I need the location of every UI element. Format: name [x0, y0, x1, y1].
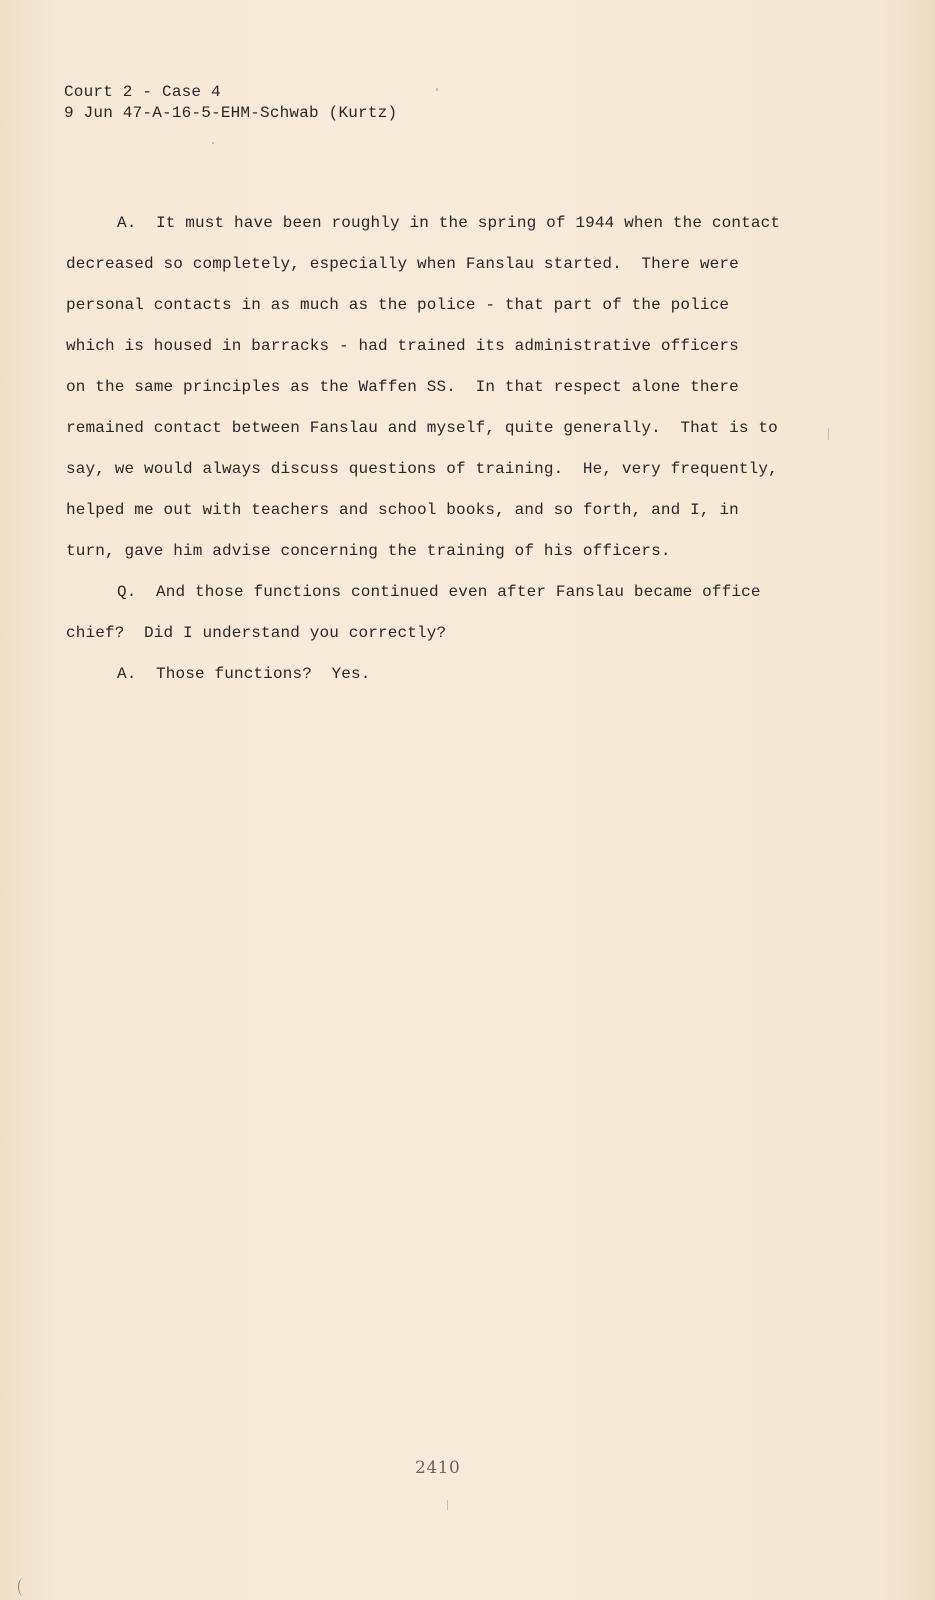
page-number: 2410 — [415, 1458, 461, 1478]
transcript-body — [66, 203, 856, 695]
transcript-line: turn, gave him advise concerning the training of his officers. — [66, 542, 671, 560]
transcript-line: A. Those functions? Yes. — [117, 665, 371, 683]
transcript-line: decreased so completely, especially when Fanslau started. There were — [66, 255, 739, 273]
paper-speck — [828, 428, 829, 440]
case-header — [64, 82, 397, 124]
transcript-line: chief? Did I understand you correctly? — [66, 624, 447, 642]
transcript-line: helped me out with teachers and school books, and so forth, and I, in — [66, 501, 739, 519]
transcript-line: Q. And those functions continued even after Fanslau became office — [117, 583, 761, 601]
transcript-line: which is housed in barracks - had trained its administrative officers — [66, 337, 739, 355]
paper-speck — [447, 1500, 448, 1510]
session-reference-line: 9 Jun 47-A-16-5-EHM-Schwab (Kurtz) — [64, 104, 398, 122]
transcript-line: say, we would always discuss questions of training. He, very frequently, — [66, 460, 778, 478]
court-case-line: Court 2 - Case 4 — [64, 83, 221, 101]
transcript-line: on the same principles as the Waffen SS. In that respect alone there — [66, 378, 739, 396]
paper-speck — [436, 88, 438, 91]
transcript-line: remained contact between Fanslau and myself, quite generally. That is to — [66, 419, 778, 437]
transcript-line: personal contacts in as much as the police - that part of the police — [66, 296, 730, 314]
paper-speck — [212, 142, 214, 144]
edge-mark — [18, 1578, 29, 1596]
transcript-line: A. It must have been roughly in the spring of 1944 when the contact — [117, 214, 781, 232]
